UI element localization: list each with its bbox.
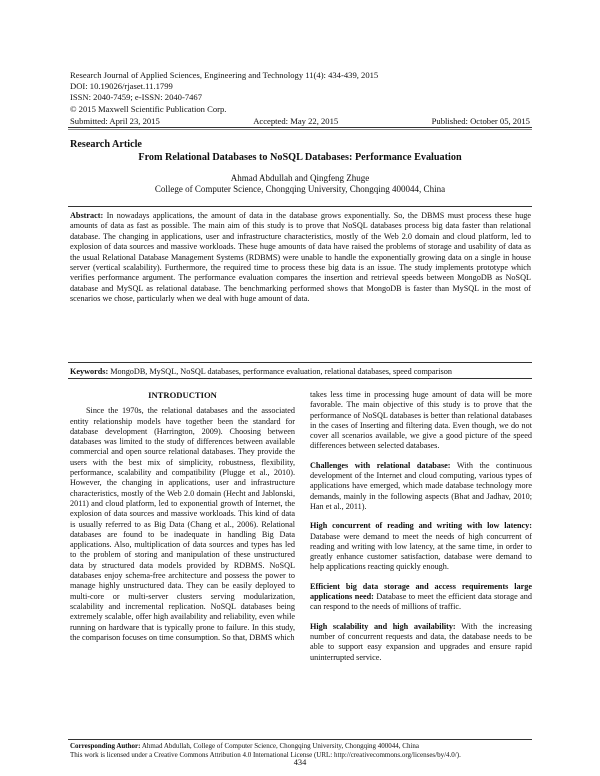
header-rule-thin [68,129,532,130]
right-column [310,390,532,672]
introduction-paragraph: Since the 1970s, the relational databases and the associated entity relationship models have together been the standard for database development (Harrington, 2009). Choosing between databases was limited to the study of differences between available commercial and open source relational databases. They provide the users with the best mix of simplicity, robustness, flexibility, performance, scalability and compatibility (Plugge et al., 2010). However, the changing in applications, user and infrastructure characteristics, mostly of the Web 2.0 domain (Hecht and Jablonski, 2011) and cloud platform, led to exponential growth of Internet, the explosion of data sources and massive workloads. This kind of data is usually referred to as Big Data (Chang et al., 2006). Relational databases are found to be inadequate in handling Big Data applications. Also, multiplication of data sources and types has led to the problem of storing and manipulation of these unstructured data by structured data models provided by RDBMS. NoSQL databases enjoy schema-free architecture and possess the power to manage highly unstructured data. They can be easily deployed to multi-core or multi-server clusters serving modularization, scalability and incremental replication. NoSQL databases being extremely scalable, offer high availability and reliability, even while running on hardware that is typically prone to failure. In this study, the comparison focuses on time consumption. So that, DBMS which [70,406,295,642]
corresponding-text: Ahmad Abdullah, College of Computer Science, Chongqing University, Chongqing 400044, China [141,742,420,750]
section-heading: High scalability and high availability: [310,621,456,631]
published-date: Published: October 05, 2015 [431,116,530,126]
doi: DOI: 10.19026/rjaset.11.1799 [70,81,173,92]
left-column [70,390,295,652]
journal-citation: Research Journal of Applied Sciences, Engineering and Technology 11(4): 434-439, 2015 [70,70,379,80]
section-heading: Challenges with relational database: [310,460,451,470]
section-text: Database were demand to meet the needs of high concurrent of reading and writing with low latency, at the same time, in order to greatly enhance customer satisfaction, database were demand to help applications reacting quickly enough. [310,531,532,572]
section-heading: Efficient big data storage and access requirements large applications need: [310,581,532,602]
authors: Ahmad Abdullah and Qingfeng Zhuge [230,173,370,183]
section-text: With the increasing number of concurrent requests and data, the database needs to be able to support easy expansion and upgrades and ensure rapid uninterrupted service. [310,621,532,662]
affiliation: College of Computer Science, Chongqing University, Chongqing 400044, China [154,184,446,194]
section-scalability [310,622,532,663]
introduction-continued: takes less time in processing huge amount of data will be more favorable. The main objective of this study is to prove that the performance of NoSQL databases is better than relational databases in the cases of Inserting and filtering data. Even though, we do not cover all scenarios available, we give a good picture of the speed differences between selected databases. [310,390,532,451]
section-text: With the continuous development of the Internet and cloud computing, various types of applications have emerged, which made database technology more demands, mainly in the following aspects (Bhat and Jadhav, 2010; Han et al., 2011). [310,460,532,511]
keywords-text: MongoDB, MySQL, NoSQL databases, performance evaluation, relational databases, speed comparison [110,367,452,376]
issn: ISSN: 2040-7459; e-ISSN: 2040-7467 [70,92,203,103]
page-number: 434 [293,758,307,767]
corresponding-author [70,742,532,751]
header-rule [68,127,532,128]
section-text: Database to meet the efficient data storage and can respond to the needs of millions of traffic. [310,592,532,612]
keywords-label: Keywords: [70,367,109,376]
corresponding-label: Corresponding Author: [70,742,141,750]
keywords-rule [68,378,532,379]
dates-row [70,116,530,126]
footnote [70,742,532,759]
author-block [70,173,530,195]
copyright: © 2015 Maxwell Scientific Publication Corp. [70,103,227,114]
abstract-bottom-rule [68,362,532,363]
abstract-text: In nowadays applications, the amount of data in the database grows exponentially. So, the DBMS must process these huge amounts of data as fast as possible. The main aim of this study is to prove that NoSQL databases process big data faster than relational database. The changing in applications, user and infrastructure characteristics, mostly of the Web 2.0 domain and cloud platform, led to explosion of data sources and massive workloads. These huge amounts of data have raised the problems of storage and usability of data as the usual Relational Database Management Systems (RDBMS) were unable to handle the exponentially growing data on a single in house server (vertical scalability). Furthermore, the required time to process these big data is an issue. The study implements prototype which verifies performance argument. The performance evaluation compares the insertion and retrieval speeds between MongoDB as NoSQL database and MySQL as relational database. The benchmarking performed shows that MongoDB is faster than MySQL in the most of scenarios we chose, particularly when we deal with huge amount of data. [70,211,531,304]
article-type: Research Article [70,139,142,150]
footnote-rule [68,739,532,740]
accepted-date: Accepted: May 22, 2015 [253,116,339,126]
section-concurrency [310,521,532,572]
keywords [70,367,530,377]
abstract [70,211,531,305]
section-storage [310,582,532,613]
abstract-label: Abstract: [70,211,104,220]
submitted-date: Submitted: April 23, 2015 [70,116,160,126]
section-heading: High concurrent of reading and writing with low latency: [310,521,532,531]
introduction-heading: INTRODUCTION [148,390,217,400]
license-text: This work is licensed under a Creative Commons Attribution 4.0 International License (URL: http://creativecommons.org/licenses/by/4.0/). [70,750,461,759]
article-title: From Relational Databases to NoSQL Databases: Performance Evaluation [138,152,462,163]
abstract-top-rule [68,206,532,207]
section-challenges [310,461,532,512]
journal-header [70,70,540,115]
